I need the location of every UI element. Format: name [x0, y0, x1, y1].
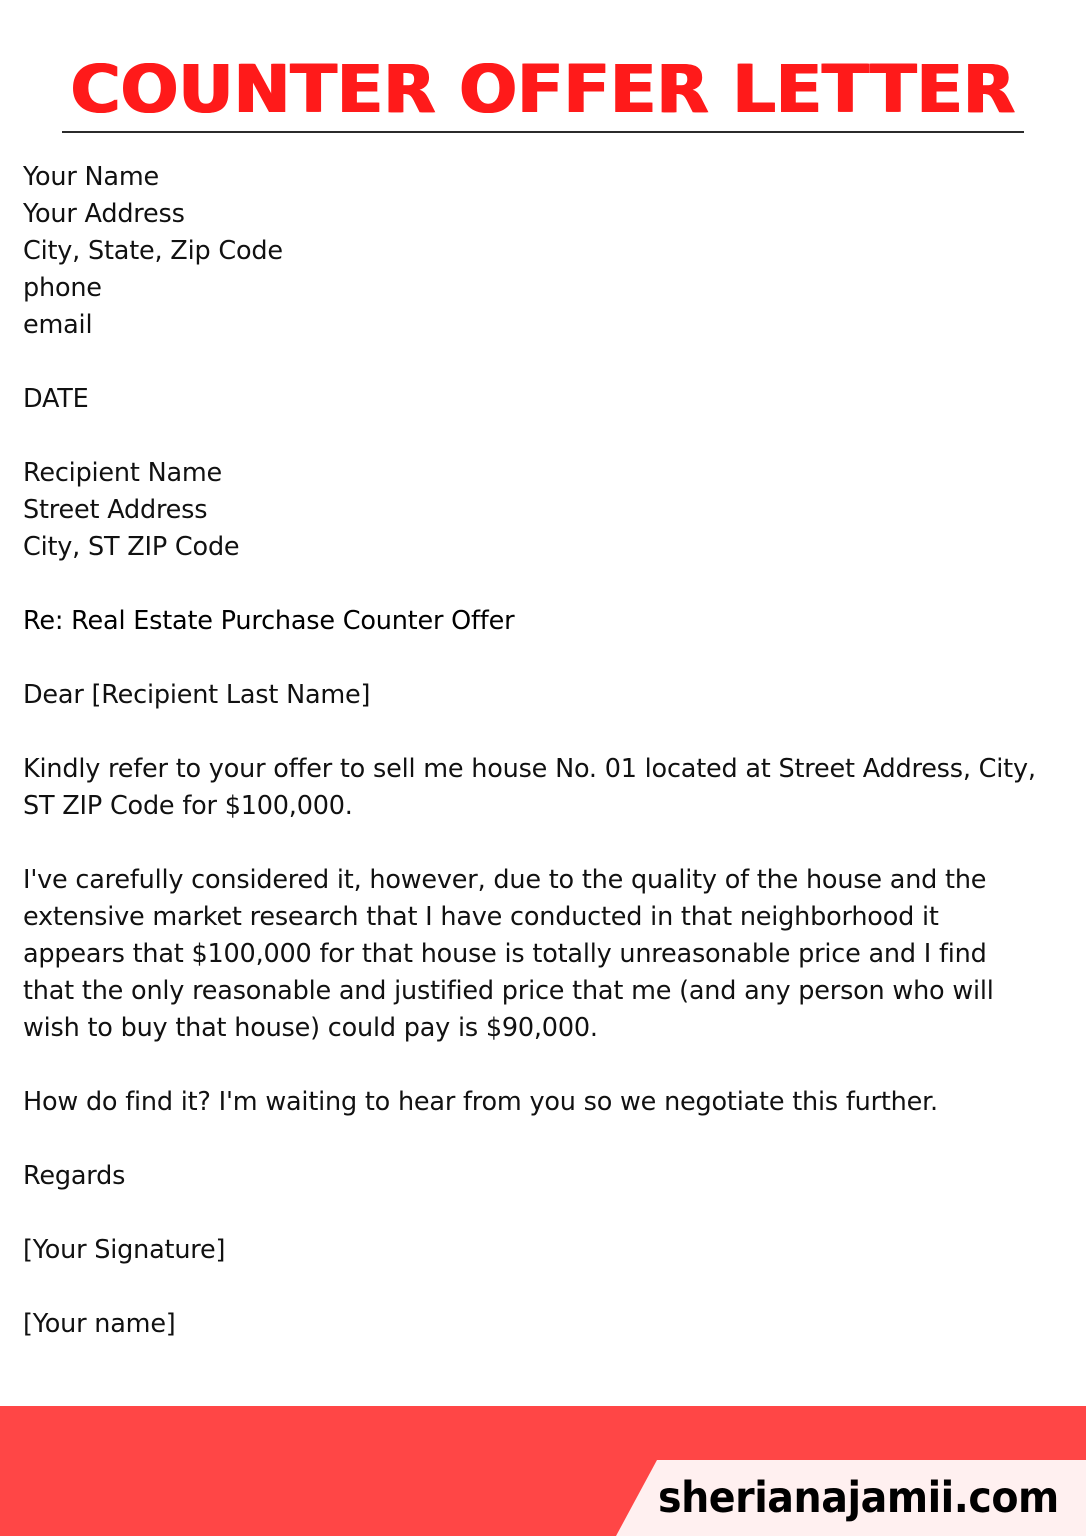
recipient-city-state-zip: City, ST ZIP Code [23, 532, 240, 562]
spacer [23, 1121, 1068, 1158]
paragraph-line: Kindly refer to your offer to sell me house No. 01 located at Street Address, City, [23, 754, 1036, 784]
paragraph-line: ST ZIP Code for $100,000. [23, 791, 353, 821]
paragraph-line: I've carefully considered it, however, due to the quality of the house and the [23, 865, 987, 895]
letter-body [23, 159, 1068, 1343]
body-paragraph-2 [23, 862, 1068, 1047]
sender-name: Your Name [23, 162, 159, 192]
body-paragraph-1 [23, 751, 1068, 825]
paragraph-line: that the only reasonable and justified price that me (and any person who will [23, 976, 994, 1006]
footer-website-label: sherianajamii.com [658, 1473, 1059, 1523]
spacer [23, 1195, 1068, 1232]
body-paragraph-3: How do find it? I'm waiting to hear from you so we negotiate this further. [23, 1087, 938, 1117]
paragraph-line: extensive market research that I have conducted in that neighborhood it [23, 902, 939, 932]
sender-city-state-zip: City, State, Zip Code [23, 236, 283, 266]
salutation: Dear [Recipient Last Name] [23, 680, 371, 710]
spacer [23, 418, 1068, 455]
closing: Regards [23, 1161, 126, 1191]
paragraph-line: appears that $100,000 for that house is totally unreasonable price and I find [23, 939, 987, 969]
signer-name: [Your name] [23, 1309, 176, 1339]
spacer [23, 825, 1068, 862]
sender-email: email [23, 310, 93, 340]
signature-placeholder: [Your Signature] [23, 1235, 226, 1265]
page-title: COUNTER OFFER LETTER [70, 51, 1016, 128]
paragraph-line: wish to buy that house) could pay is $90,000. [23, 1013, 598, 1043]
letter-subject: Re: Real Estate Purchase Counter Offer [23, 606, 515, 636]
letter-date: DATE [23, 384, 89, 414]
recipient-block [23, 455, 1068, 566]
spacer [23, 1047, 1068, 1084]
spacer [23, 714, 1068, 751]
spacer [23, 1269, 1068, 1306]
title-divider [62, 131, 1024, 133]
sender-block [23, 159, 1068, 344]
sender-phone: phone [23, 273, 102, 303]
recipient-name: Recipient Name [23, 458, 223, 488]
recipient-street: Street Address [23, 495, 208, 525]
sender-address: Your Address [23, 199, 185, 229]
spacer [23, 344, 1068, 381]
spacer [23, 566, 1068, 603]
spacer [23, 640, 1068, 677]
